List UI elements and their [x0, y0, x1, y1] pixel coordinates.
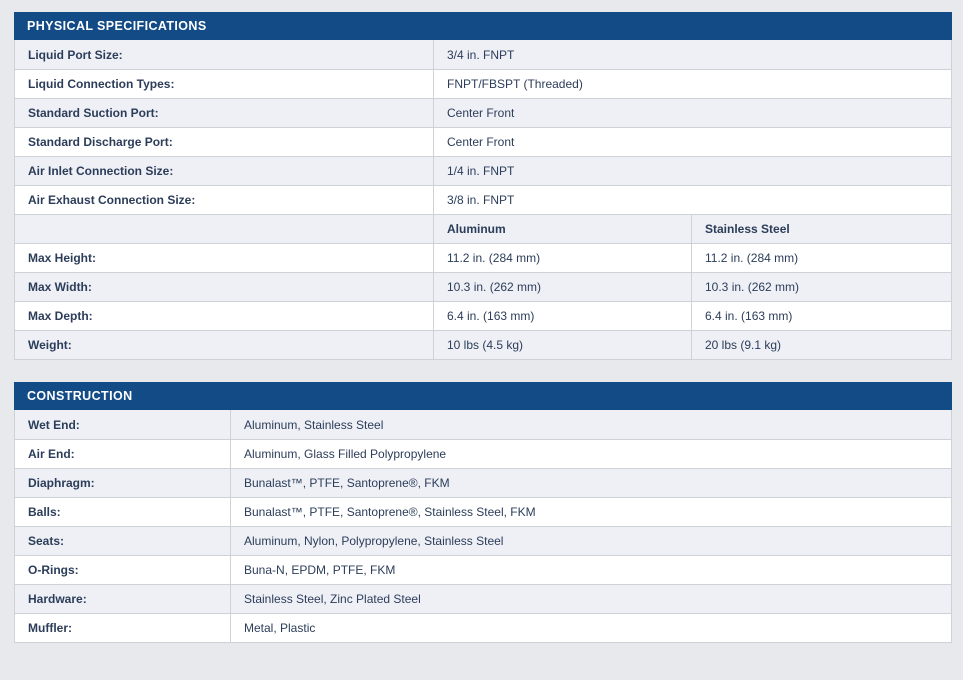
table-row: [15, 243, 951, 272]
spec-label: Max Depth:: [28, 309, 93, 323]
spec-value-aluminum: 10 lbs (4.5 kg): [433, 331, 691, 359]
construction-table: [14, 382, 952, 643]
spec-label: Liquid Connection Types:: [28, 77, 175, 91]
material-columns-row: [15, 214, 951, 243]
spec-label: O-Rings:: [28, 563, 79, 577]
table-row: [15, 526, 951, 555]
table-row: [15, 410, 951, 439]
spec-label: Muffler:: [28, 621, 72, 635]
spec-label: Balls:: [28, 505, 61, 519]
spec-value: Aluminum, Glass Filled Polypropylene: [230, 440, 951, 468]
table-row: [15, 613, 951, 642]
construction-title: CONSTRUCTION: [27, 389, 133, 403]
table-row: [15, 330, 951, 359]
spec-value: 1/4 in. FNPT: [433, 157, 951, 185]
spec-value-stainless: 11.2 in. (284 mm): [691, 244, 951, 272]
spec-label: Liquid Port Size:: [28, 47, 123, 62]
table-row: [15, 98, 951, 127]
table-row: [15, 40, 951, 69]
table-row: [15, 468, 951, 497]
spec-label: Diaphragm:: [28, 476, 95, 490]
spec-value: 3/8 in. FNPT: [433, 186, 951, 214]
table-row: [15, 185, 951, 214]
table-row: [15, 156, 951, 185]
spec-value: Center Front: [433, 99, 951, 127]
spec-value: Buna-N, EPDM, PTFE, FKM: [230, 556, 951, 584]
spec-value-stainless: 6.4 in. (163 mm): [691, 302, 951, 330]
spec-value-stainless: 20 lbs (9.1 kg): [691, 331, 951, 359]
spec-label: Weight:: [28, 338, 72, 352]
physical-specifications-title: PHYSICAL SPECIFICATIONS: [27, 19, 207, 33]
column-header-aluminum: Aluminum: [433, 215, 691, 243]
spec-label: Standard Discharge Port:: [28, 135, 173, 149]
spec-label: Air Inlet Connection Size:: [28, 164, 174, 178]
spec-value: Stainless Steel, Zinc Plated Steel: [230, 585, 951, 613]
spec-value: FNPT/FBSPT (Threaded): [433, 70, 951, 98]
construction-header: [14, 382, 952, 410]
table-row: [15, 584, 951, 613]
spec-value: Bunalast™, PTFE, Santoprene®, Stainless Steel, FKM: [230, 498, 951, 526]
physical-specifications-header: [14, 12, 952, 40]
spec-label: Standard Suction Port:: [28, 106, 159, 120]
empty-cell: [15, 215, 433, 243]
spec-value-stainless: 10.3 in. (262 mm): [691, 273, 951, 301]
spec-label: Seats:: [28, 534, 65, 548]
spec-value: Center Front: [433, 128, 951, 156]
spec-value: Aluminum, Stainless Steel: [230, 410, 951, 439]
spec-value: 3/4 in. FNPT: [433, 40, 951, 69]
spec-label: Wet End:: [28, 417, 80, 432]
spec-value: Aluminum, Nylon, Polypropylene, Stainless Steel: [230, 527, 951, 555]
spec-value-aluminum: 6.4 in. (163 mm): [433, 302, 691, 330]
table-row: [15, 272, 951, 301]
spec-label: Max Height:: [28, 251, 97, 265]
table-row: [15, 69, 951, 98]
table-row: [15, 439, 951, 468]
spec-value: Bunalast™, PTFE, Santoprene®, FKM: [230, 469, 951, 497]
spec-label: Max Width:: [28, 280, 92, 294]
spec-label: Hardware:: [28, 592, 87, 606]
spec-value-aluminum: 11.2 in. (284 mm): [433, 244, 691, 272]
table-row: [15, 127, 951, 156]
column-header-stainless-steel: Stainless Steel: [691, 215, 951, 243]
table-row: [15, 301, 951, 330]
table-row: [15, 555, 951, 584]
physical-specifications-table: [14, 12, 952, 360]
spec-value: Metal, Plastic: [230, 614, 951, 642]
spec-value-aluminum: 10.3 in. (262 mm): [433, 273, 691, 301]
table-row: [15, 497, 951, 526]
spec-label: Air End:: [28, 447, 75, 461]
spec-label: Air Exhaust Connection Size:: [28, 193, 196, 207]
